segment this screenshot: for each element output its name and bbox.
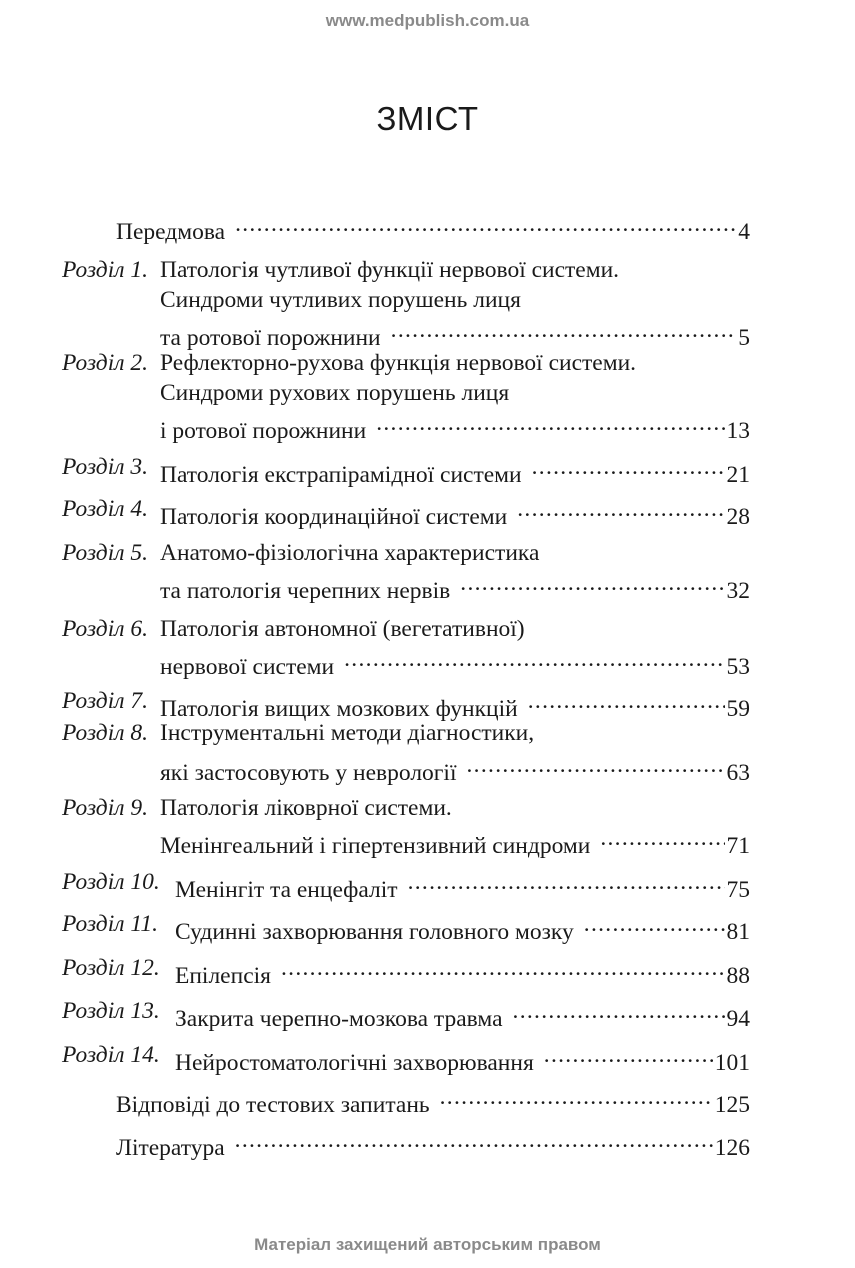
toc-page-number: 75 (726, 877, 750, 903)
toc-entry-title: Менінгеальний і гіпертензивний синдроми (160, 833, 591, 859)
leader-dots (528, 686, 725, 716)
toc-page-number: 21 (726, 462, 750, 488)
toc-entry-line[interactable] (160, 538, 750, 568)
page-title: ЗМІСТ (376, 100, 479, 137)
toc-page-number: 71 (726, 833, 750, 859)
chapter-label-3: Розділ 3. (62, 454, 148, 480)
toc-page-number: 32 (726, 578, 750, 604)
toc-entry-chapter-3[interactable] (160, 452, 750, 488)
toc-entry-line[interactable] (160, 718, 750, 748)
leader-dots (513, 996, 725, 1026)
leader-dots (391, 315, 737, 345)
toc-entry-line[interactable] (160, 378, 750, 408)
toc-entry-chapter-5[interactable] (160, 568, 750, 604)
toc-entry-answers[interactable] (116, 1082, 750, 1118)
toc-entry-chapter-10[interactable] (175, 867, 750, 903)
toc-entry-title: Епілепсія (175, 963, 271, 989)
chapter-label-12: Розділ 12. (62, 955, 160, 981)
toc-entry-chapter-2[interactable] (160, 408, 750, 444)
toc-page-number: 63 (726, 760, 750, 786)
leader-dots (584, 909, 725, 939)
toc-page-number: 28 (726, 504, 750, 530)
toc-entry-chapter-9[interactable] (160, 823, 750, 859)
toc-entry-chapter-4[interactable] (160, 494, 750, 530)
toc-entry-title: Передмова (116, 219, 226, 245)
leader-dots (460, 568, 724, 598)
toc-entry-title: Патологія екстрапірамідної системи (160, 462, 522, 488)
chapter-label-5: Розділ 5. (62, 540, 148, 566)
leader-dots (235, 209, 736, 239)
toc-entry-title: Інструментальні методи діагностики, (160, 720, 535, 746)
leader-dots (344, 644, 724, 674)
leader-dots (517, 494, 724, 524)
toc-entry-chapter-8[interactable] (160, 750, 750, 786)
leader-dots (544, 1040, 713, 1070)
chapter-label-11: Розділ 11. (62, 911, 158, 937)
toc-entry-title: та патологія черепних нервів (160, 578, 451, 604)
leader-dots (440, 1082, 713, 1112)
toc-entry-foreword[interactable] (116, 209, 750, 245)
leader-dots (281, 953, 725, 983)
toc-entry-title: Відповіді до тестових запитань (116, 1092, 430, 1118)
toc-entry-line[interactable] (160, 348, 750, 378)
toc-page-number: 88 (726, 963, 750, 989)
toc-entry-line[interactable] (160, 614, 750, 644)
toc-entry-title: Менінгіт та енцефаліт (175, 877, 398, 903)
toc-entry-title: Патологія вищих мозкових функцій (160, 696, 518, 722)
toc-entry-title: Патологія ліковрної системи. (160, 795, 452, 821)
chapter-label-7: Розділ 7. (62, 688, 148, 714)
toc-entry-title: Анатомо-фізіологічна характеристика (160, 540, 540, 566)
chapter-label-13: Розділ 13. (62, 998, 160, 1024)
leader-dots (467, 750, 725, 780)
toc-entry-title: Судинні захворювання головного мозку (175, 919, 574, 945)
chapter-label-4: Розділ 4. (62, 496, 148, 522)
chapter-label-1: Розділ 1. (62, 257, 148, 283)
leader-dots (376, 408, 724, 438)
toc-entry-chapter-12[interactable] (175, 953, 750, 989)
chapter-label-10: Розділ 10. (62, 869, 160, 895)
toc-page-number: 13 (726, 418, 750, 444)
toc-page-number: 94 (726, 1006, 750, 1032)
toc-entry-chapter-11[interactable] (175, 909, 750, 945)
toc-entry-title: Синдроми чутливих порушень лиця (160, 287, 521, 313)
toc-entry-title: Нейростоматологічні захворювання (175, 1050, 534, 1076)
toc-entry-literature[interactable] (116, 1125, 750, 1161)
leader-dots (600, 823, 724, 853)
toc-entry-chapter-13[interactable] (175, 996, 750, 1032)
chapter-label-2: Розділ 2. (62, 350, 148, 376)
leader-dots (408, 867, 725, 897)
toc-entry-line[interactable] (160, 285, 750, 315)
toc-entry-chapter-6[interactable] (160, 644, 750, 680)
toc-entry-title: Синдроми рухових порушень лиця (160, 380, 510, 406)
chapter-label-6: Розділ 6. (62, 616, 148, 642)
toc-page-number: 125 (714, 1092, 750, 1118)
toc-entry-title: нервової системи (160, 654, 335, 680)
website-url: www.medpublish.com.ua (325, 11, 530, 30)
toc-entry-title: Закрита черепно-мозкова травма (175, 1006, 503, 1032)
toc-entry-title: Рефлекторно-рухова функція нервової системи. (160, 350, 637, 376)
toc-page-number: 101 (714, 1050, 750, 1076)
toc-entry-title: Література (116, 1135, 225, 1161)
toc-page-number: 81 (726, 919, 750, 945)
chapter-label-9: Розділ 9. (62, 795, 148, 821)
toc-entry-line[interactable] (160, 793, 750, 823)
toc-entry-chapter-14[interactable] (175, 1040, 750, 1076)
leader-dots (532, 452, 725, 482)
chapter-label-8: Розділ 8. (62, 720, 148, 746)
toc-entry-line[interactable] (160, 255, 750, 285)
toc-entry-title: які застосовують у неврології (160, 760, 457, 786)
toc-page-number: 53 (726, 654, 750, 680)
copyright-notice: Матеріал захищений авторським правом (254, 1235, 601, 1254)
chapter-label-14: Розділ 14. (62, 1042, 160, 1068)
toc-entry-title: Патологія координаційної системи (160, 504, 508, 530)
toc-entry-title: та ротової порожнини (160, 325, 381, 351)
toc-page-number: 5 (738, 325, 750, 351)
toc-entry-title: Патологія чутливої функції нервової системи. (160, 257, 620, 283)
toc-entry-title: Патологія автономної (вегетативної) (160, 616, 525, 642)
toc-page-number: 4 (738, 219, 750, 245)
toc-entry-chapter-1[interactable] (160, 315, 750, 351)
toc-page-number: 126 (714, 1135, 750, 1161)
toc-entry-title: і ротової порожнини (160, 418, 367, 444)
toc-entry-chapter-7[interactable] (160, 686, 750, 722)
toc-page-number: 59 (726, 696, 750, 722)
leader-dots (235, 1125, 713, 1155)
